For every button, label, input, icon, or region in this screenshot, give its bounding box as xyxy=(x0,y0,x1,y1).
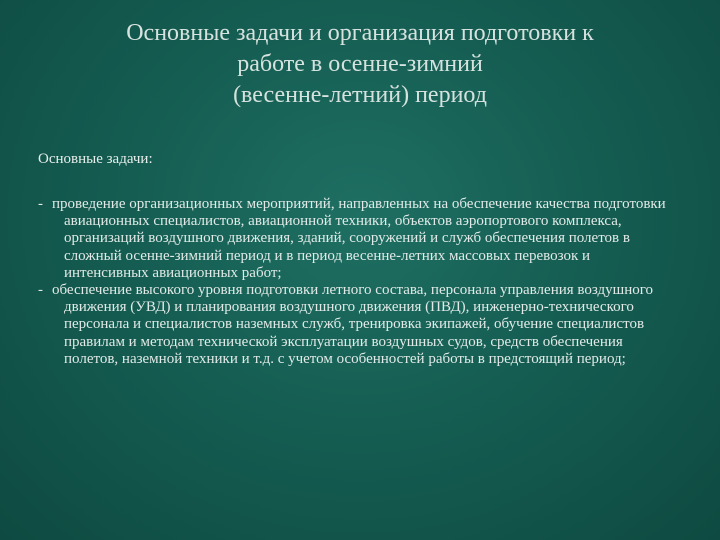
list-item xyxy=(38,196,678,282)
title-line-1: Основные задачи и организация подготовки к xyxy=(126,20,594,46)
bullet-marker: - xyxy=(38,282,43,299)
title-line-3: (весенне-летний) период xyxy=(233,82,487,108)
subheading: Основные задачи: xyxy=(38,151,153,167)
bullet-marker: - xyxy=(38,196,43,212)
list-item xyxy=(38,282,678,368)
list-item-text: проведение организационных мероприятий, направленных на обеспечение качества подготовки авиационных специалистов, авиационной техники, объектов аэропортового комплекса, организаций воздушного движения, зданий, сооружений и служб обеспечения полетов в сложный осенне-зимний период и в период весенне-летних массовых перевозок и интенсивных авиационных работ; xyxy=(52,196,666,281)
list-item-text: обеспечение высокого уровня подготовки летного состава, персонала управления воздушного движения (УВД) и планирования воздушного движения (ПВД), инженерно-технического персонала и специалистов наземных служб, тренировка экипажей, обучение специалистов правилам и методам технической эксплуатации воздушных судов, средств обеспечения полетов, наземной техники и т.д. с учетом особенностей работы в предстоящий период; xyxy=(52,282,654,367)
task-list xyxy=(38,196,678,368)
slide-title xyxy=(40,18,680,111)
title-line-2: работе в осенне-зимний xyxy=(237,51,483,77)
